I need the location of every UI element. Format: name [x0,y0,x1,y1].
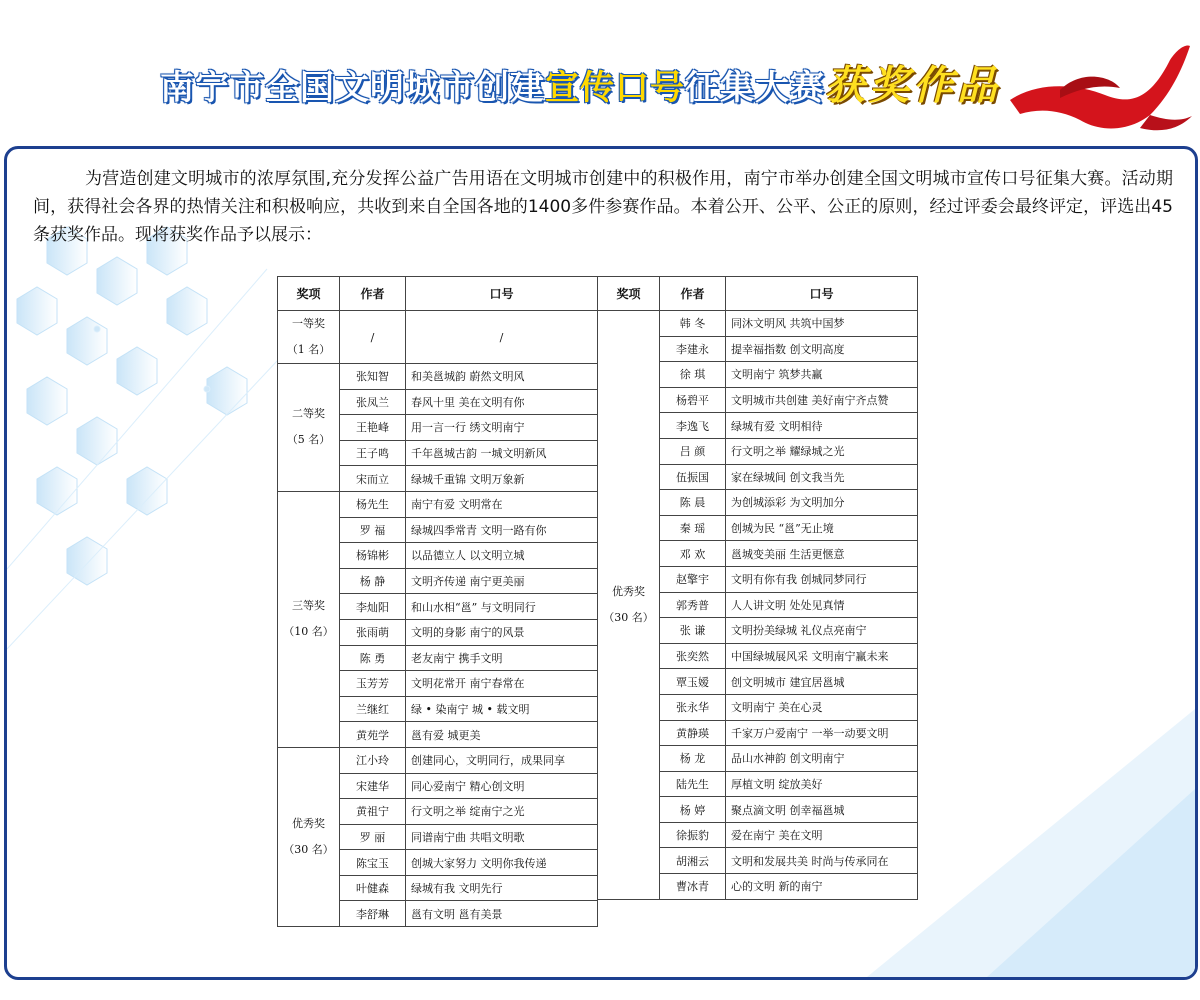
awards-table-left [277,276,598,927]
award-count: （5 名） [286,433,331,447]
slogan-cell: 提幸福指数 创文明高度 [726,336,918,362]
slogan-cell: 文明南宁 筑梦共赢 [726,362,918,388]
slogan-cell: 绿城千重锦 文明万象新 [406,466,598,492]
content-panel [4,146,1198,980]
banner [0,0,1200,140]
author-cell: 张奕然 [660,643,726,669]
author-cell: 陈 晨 [660,490,726,516]
award-count: （30 名） [283,842,334,856]
award-cell [278,747,340,926]
slogan-cell: 文明城市共创建 美好南宁齐点赞 [726,387,918,413]
slogan-cell: 以品德立人 以文明立城 [406,543,598,569]
award-count: （1 名） [286,343,331,356]
award-name: 优秀奖 [292,816,325,830]
slogan-cell: 千家万户爱南宁 一举一动要文明 [726,720,918,746]
slogan-cell: 厚植文明 绽放美好 [726,771,918,797]
author-cell: 赵擎宇 [660,566,726,592]
slogan-cell: 文明的身影 南宁的风景 [406,619,598,645]
slogan-cell: 春风十里 美在文明有你 [406,389,598,415]
slogan-cell: 文明扮美绿城 礼仪点亮南宁 [726,618,918,644]
slogan-cell: 千年邕城古韵 一城文明新风 [406,440,598,466]
author-cell: / [340,311,406,364]
award-name: 三等奖 [292,599,325,613]
author-cell: 罗 福 [340,517,406,543]
slogan-cell: 老友南宁 携手文明 [406,645,598,671]
slogan-cell: 文明南宁 美在心灵 [726,694,918,720]
header-slogan: 口号 [406,277,598,311]
author-cell: 徐 琪 [660,362,726,388]
author-cell: 胡湘云 [660,848,726,874]
banner-title-part1: 南宁市全国文明城市创建 [160,68,545,108]
slogan-cell: 邕有文明 邕有美景 [406,901,598,927]
award-count: （10 名） [283,625,334,639]
header-author: 作者 [340,277,406,311]
author-cell: 张凤兰 [340,389,406,415]
slogan-cell: 爱在南宁 美在文明 [726,822,918,848]
slogan-cell: 南宁有爱 文明常在 [406,491,598,517]
slogan-cell: 文明有你有我 创城同梦同行 [726,566,918,592]
banner-title [160,54,1001,111]
awards-table-right [597,276,918,900]
award-name: 二等奖 [292,407,325,421]
table-header-row [278,277,598,311]
red-ribbon-icon [1000,40,1195,135]
slogan-cell: 行文明之举 耀绿城之光 [726,438,918,464]
slogan-cell: 绿城四季常青 文明一路有你 [406,517,598,543]
slogan-cell: 同心爱南宁 精心创文明 [406,773,598,799]
award-cell [598,311,660,900]
author-cell: 杨锦彬 [340,543,406,569]
author-cell: 秦 瑶 [660,515,726,541]
author-cell: 黄静瑛 [660,720,726,746]
table-row [278,364,598,390]
slogan-cell: 行文明之举 绽南宁之光 [406,799,598,825]
slogan-cell: 文明和发展共美 时尚与传承同在 [726,848,918,874]
intro-paragraph: 为营造创建文明城市的浓厚氛围,充分发挥公益广告用语在文明城市创建中的积极作用，南宁市举办创建全国文明城市宣传口号征集大赛。活动期间，获得社会各界的热情关注和积极响应，共收到来自全国各地的1400多件参赛作品。本着公开、公平、公正的原则，经过评委会最终评定，评选出45条获奖作品。现将获奖作品予以展示： [33,169,1173,245]
author-cell: 张知智 [340,364,406,390]
slogan-cell: 家在绿城间 创文我当先 [726,464,918,490]
slogan-cell: 创城大家努力 文明你我传递 [406,850,598,876]
author-cell: 覃玉嫒 [660,669,726,695]
header-author: 作者 [660,277,726,311]
slogan-cell: 创建同心，文明同行，成果同享 [406,747,598,773]
slogan-cell: 绿城有我 文明先行 [406,875,598,901]
slogan-cell: 文明齐传递 南宁更美丽 [406,568,598,594]
table-row [278,747,598,773]
author-cell: 王艳峰 [340,415,406,441]
author-cell: 邓 欢 [660,541,726,567]
author-cell: 叶健森 [340,875,406,901]
slogan-cell: 人人讲文明 处处见真情 [726,592,918,618]
slogan-cell: 创城为民 “邕”无止境 [726,515,918,541]
slogan-cell: 同沐文明风 共筑中国梦 [726,311,918,337]
award-name: 一等奖 [292,317,325,330]
slogan-cell: 邕有爱 城更美 [406,722,598,748]
slogan-cell: 创文明城市 建宜居邕城 [726,669,918,695]
slogan-cell: 用一言一行 绣文明南宁 [406,415,598,441]
author-cell: 陈宝玉 [340,850,406,876]
slogan-cell: 中国绿城展风采 文明南宁赢未来 [726,643,918,669]
author-cell: 宋而立 [340,466,406,492]
author-cell: 张 谦 [660,618,726,644]
author-cell: 李舒琳 [340,901,406,927]
author-cell: 兰继红 [340,696,406,722]
banner-title-part4: 获奖作品 [825,62,1001,109]
header-award: 奖项 [598,277,660,311]
slogan-cell: 绿城有爱 文明相待 [726,413,918,439]
slogan-cell: 文明花常开 南宁春常在 [406,671,598,697]
slogan-cell: 心的文明 新的南宁 [726,874,918,900]
author-cell: 郭秀普 [660,592,726,618]
author-cell: 陆先生 [660,771,726,797]
banner-title-part3: 征集大赛 [685,68,825,108]
author-cell: 杨 龙 [660,746,726,772]
slogan-cell: / [406,311,598,364]
header-slogan: 口号 [726,277,918,311]
author-cell: 杨先生 [340,491,406,517]
author-cell: 玉芳芳 [340,671,406,697]
slogan-cell: 绿 • 染南宁 城 • 载文明 [406,696,598,722]
author-cell: 陈 勇 [340,645,406,671]
slogan-cell: 同谱南宁曲 共唱文明歌 [406,824,598,850]
author-cell: 徐振豹 [660,822,726,848]
award-cell [278,311,340,364]
award-cell [278,491,340,747]
author-cell: 韩 冬 [660,311,726,337]
author-cell: 罗 丽 [340,824,406,850]
author-cell: 李建永 [660,336,726,362]
author-cell: 伍振国 [660,464,726,490]
author-cell: 黄苑学 [340,722,406,748]
author-cell: 宋建华 [340,773,406,799]
slogan-cell: 和美邕城韵 蔚然文明风 [406,364,598,390]
banner-title-part2: 宣传口号 [545,68,685,108]
author-cell: 杨 婷 [660,797,726,823]
author-cell: 曹冰青 [660,874,726,900]
author-cell: 李灿阳 [340,594,406,620]
author-cell: 杨 静 [340,568,406,594]
table-row [598,311,918,337]
author-cell: 李逸飞 [660,413,726,439]
author-cell: 王子鸣 [340,440,406,466]
header-award: 奖项 [278,277,340,311]
table-header-row [598,277,918,311]
slogan-cell: 为创城添彩 为文明加分 [726,490,918,516]
award-name: 优秀奖 [612,584,645,598]
slogan-cell: 和山水相“邕” 与文明同行 [406,594,598,620]
slogan-cell: 聚点滴文明 创幸福邕城 [726,797,918,823]
award-count: （30 名） [603,610,654,624]
author-cell: 张雨萌 [340,619,406,645]
author-cell: 江小玲 [340,747,406,773]
author-cell: 黄祖宁 [340,799,406,825]
author-cell: 张永华 [660,694,726,720]
author-cell: 吕 颜 [660,438,726,464]
slogan-cell: 品山水神韵 创文明南宁 [726,746,918,772]
slogan-cell: 邕城变美丽 生活更惬意 [726,541,918,567]
table-row [278,491,598,517]
author-cell: 杨碧平 [660,387,726,413]
award-cell [278,364,340,492]
